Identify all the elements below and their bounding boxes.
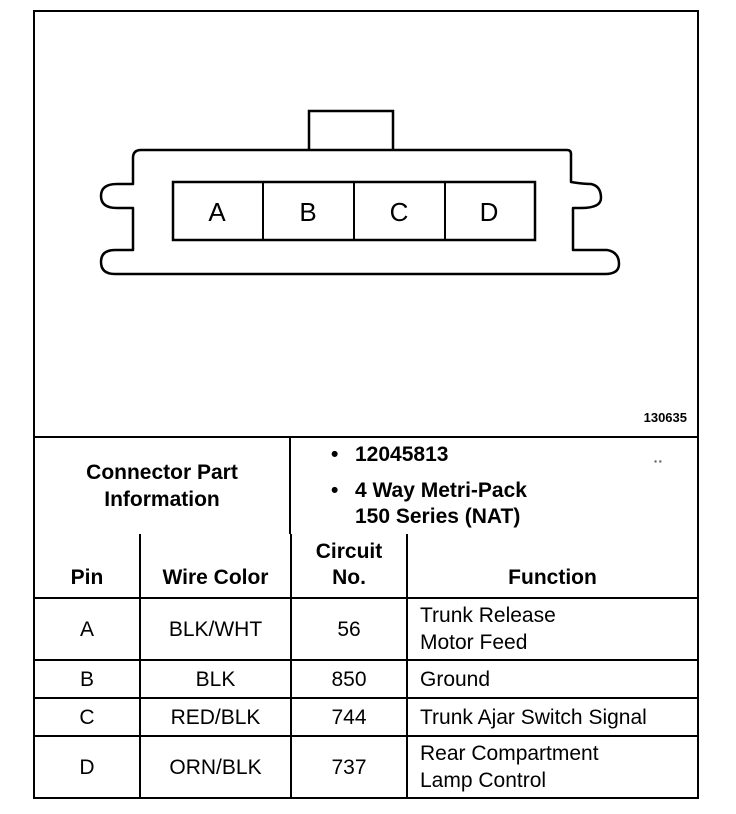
function-line1: Rear Compartment	[420, 742, 599, 765]
header-circuit-line1: Circuit	[315, 540, 383, 563]
connector-diagram	[35, 12, 697, 436]
function-line1: Ground	[420, 667, 491, 691]
connector-info-label-line2: Information	[104, 488, 220, 511]
pinout-table	[35, 534, 697, 797]
connector-info-label-line1: Connector Part	[86, 461, 238, 484]
pin-cavity-c: C	[389, 197, 409, 227]
figure-id: 130635	[643, 410, 687, 425]
cell-function	[407, 736, 697, 797]
function-line2: Lamp Control	[420, 769, 547, 792]
cell-pin: C	[35, 698, 140, 736]
header-circuit-line2: No.	[332, 566, 366, 589]
cell-pin: B	[35, 660, 140, 698]
scan-mark: ··	[653, 453, 663, 469]
cell-function	[407, 598, 697, 660]
cell-pin: A	[35, 598, 140, 660]
connector-drawing	[35, 12, 697, 436]
table-row	[35, 736, 697, 797]
cell-circuit: 744	[291, 698, 407, 736]
cell-wire-color: BLK/WHT	[140, 598, 291, 660]
description-line2: 150 Series (NAT)	[355, 505, 521, 528]
cell-function	[407, 660, 697, 698]
table-header-row	[35, 534, 697, 598]
function-line1: Trunk Release	[420, 604, 556, 627]
cell-function	[407, 698, 697, 736]
connector-info-values	[293, 438, 697, 534]
pin-cavity-b: B	[299, 197, 317, 227]
cell-circuit: 850	[291, 660, 407, 698]
cell-circuit: 737	[291, 736, 407, 797]
table-row	[35, 698, 697, 736]
header-function: Function	[407, 534, 697, 598]
connector-frame	[33, 10, 699, 799]
cell-wire-color: RED/BLK	[140, 698, 291, 736]
header-wire-color: Wire Color	[140, 534, 291, 598]
table-row	[35, 660, 697, 698]
connector-info-label	[35, 438, 291, 534]
bullet-1: •	[331, 443, 339, 466]
description-line1: 4 Way Metri-Pack	[355, 479, 527, 502]
cell-wire-color: BLK	[140, 660, 291, 698]
cell-circuit: 56	[291, 598, 407, 660]
connector-info-row	[35, 436, 697, 534]
header-pin: Pin	[35, 534, 140, 598]
bullet-2: •	[331, 479, 339, 502]
cell-wire-color: ORN/BLK	[140, 736, 291, 797]
table-row	[35, 598, 697, 660]
function-line1: Trunk Ajar Switch Signal	[420, 705, 647, 729]
function-line2: Motor Feed	[420, 631, 528, 654]
header-circuit	[291, 534, 407, 598]
connector-latch	[309, 111, 393, 151]
pin-cavity-a: A	[208, 197, 226, 227]
cell-pin: D	[35, 736, 140, 797]
part-number: 12045813	[355, 443, 449, 466]
pin-cavity-d: D	[479, 197, 499, 227]
